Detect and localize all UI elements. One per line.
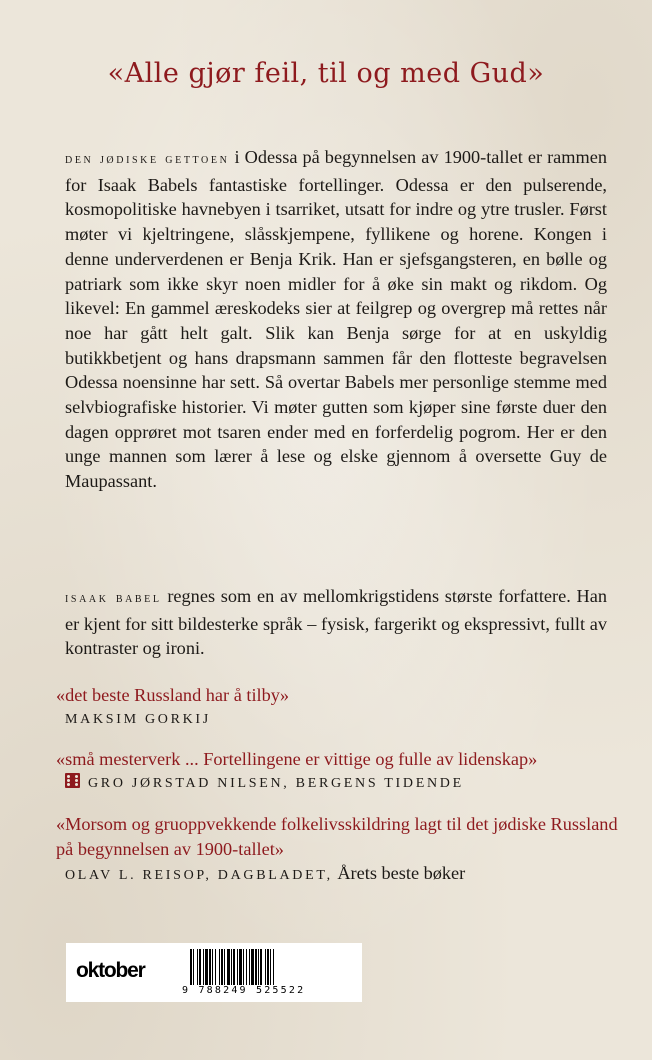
review-quote-source-line [56,772,626,797]
barcode-bar [273,949,274,985]
dice-rating-icon [65,773,80,788]
barcode-bar [260,949,262,985]
barcode-bar [227,949,230,985]
barcode-bar [249,949,250,985]
book-description [65,145,607,494]
barcode-bar [255,949,257,985]
publisher-logo: oktober [76,959,145,982]
author-bio [65,584,607,661]
headline-quote: «Alle gjør feil, til og med Gud» [107,58,545,89]
barcode-bar [199,949,201,985]
barcode-bar [219,949,220,985]
review-quote-3 [56,812,626,889]
barcode-bar [203,949,204,985]
review-quote-source: MAKSIM GORKIJ [65,711,211,727]
barcode-bar [231,949,232,985]
review-quote-text: «Morsom og gruoppvekkende folkelivsskildring lagt til det jødiske Russland på begynnelsen av 1900-tallet» [56,814,618,859]
review-quote-source-tail: Årets beste bøker [332,863,466,884]
review-quote-source: GRO JØRSTAD NILSEN, BERGENS TIDENDE [88,775,464,791]
barcode-panel [66,943,362,1002]
barcode-bar [190,949,192,985]
barcode-bar [246,949,247,985]
review-quote-source: OLAV L. REISOP, DAGBLADET, [65,868,333,884]
review-quote-text: «det beste Russland har å tilby» [56,685,290,705]
barcode-bar [224,949,225,985]
review-quote-source-line [56,861,626,889]
barcode-bar [215,949,216,985]
barcode-bar [221,949,223,985]
barcode-bar [205,949,208,985]
author-lead: isaak babel [65,591,162,606]
barcode-bar [197,949,198,985]
barcode-bar [243,949,244,985]
barcode-bar [270,949,271,985]
isbn-digits: 9 788249 525522 [182,985,306,996]
barcode-bar [193,949,194,985]
description-text: i Odessa på begynnelsen av 1900-tallet er rammen for Isaak Babels fantastiske fortellinger. Odessa er den pulserende, kosmopolitiske havnebyen i tsarriket, utsatt for indre og ytre trusler. Først møter vi kjeltringene, slåsskjempene, fyllikene og horene. Kongen i denne underverdenen er Benja Krik. Han er sjefsgangsteren, en bølle og patriark som ikke skyr noen midler for å øke sin makt og rikdom. Og likevel: En gammel æreskodeks sier at feilgrep og overgrep må rettes når noe har gått helt galt. Slik kan Benja sørge for at en uskyldig butikkbetjent og hans drapsmann sammen får den flotteste begravelsen Odessa noensinne har sett. Så overtar Babels mer personlige stemme med selvbiografiske historier. Vi møter gutten som kjøper sine første duer den dagen opprøret mot tsaren ender med en forferdelig pogrom. Her er den unge mannen som lærer å lese og elske gjennom å oversette Guy de Maupassant. [65,147,607,492]
author-text: regnes som en av mellomkrigstidens største forfattere. Han er kjent for sitt bildesterke språk – fysisk, fargerikt og ekspressivt, fullt av kontraster og ironi. [65,586,608,659]
review-quote-text: «små mesterverk ... Fortellingene er vittige og fulle av lidenskap» [56,749,538,769]
barcode-bar [233,949,235,985]
review-quote-2 [56,747,626,796]
barcode-bar [209,949,211,985]
barcode-bar [237,949,238,985]
review-quote-1 [56,683,626,732]
description-lead: den jødiske gettoen [65,152,230,167]
barcode-bar [251,949,254,985]
barcode-bar [258,949,259,985]
isbn-barcode [190,949,352,985]
barcode-bar [265,949,266,985]
barcode-bar [212,949,213,985]
barcode-bar [267,949,269,985]
barcode-bar [239,949,242,985]
